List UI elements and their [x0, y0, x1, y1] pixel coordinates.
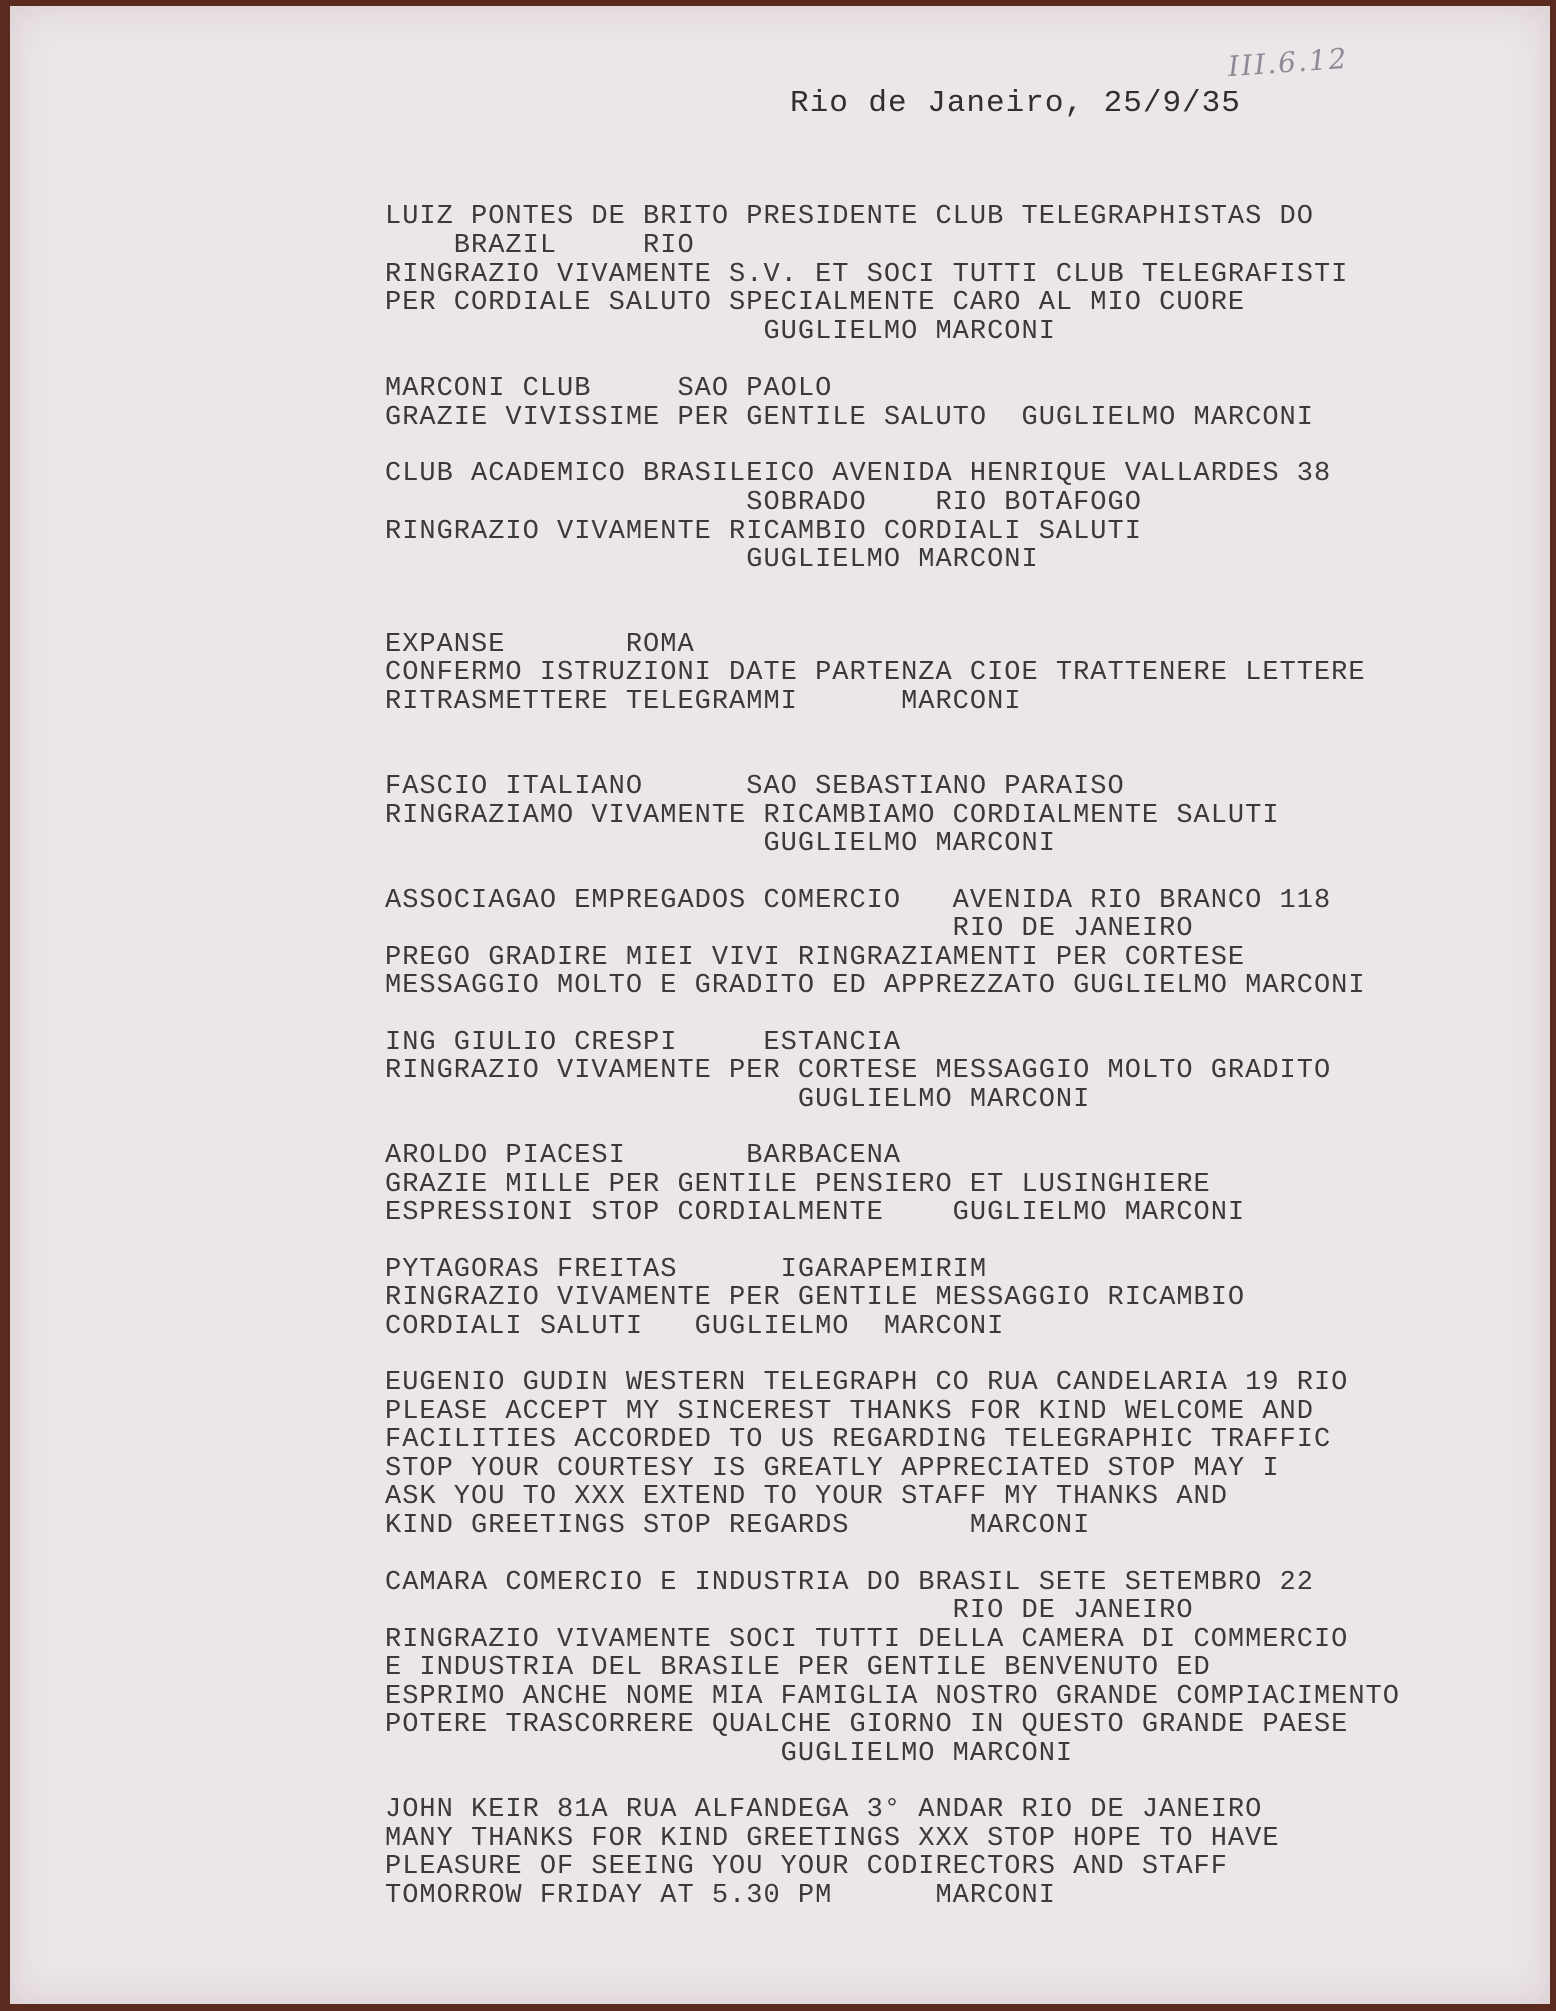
text-line: RINGRAZIAMO VIVAMENTE RICAMBIAMO CORDIALMENTE SALUTI: [385, 801, 1280, 831]
text-line: ASSOCIAGAO EMPREGADOS COMERCIO AVENIDA RIO BRANCO 118: [385, 886, 1332, 916]
text-line: POTERE TRASCORRERE QUALCHE GIORNO IN QUESTO GRANDE PAESE: [385, 1710, 1349, 1740]
archive-mark: III.6.12: [1226, 41, 1350, 84]
text-line: ESPRIMO ANCHE NOME MIA FAMIGLIA NOSTRO GRANDE COMPIACIMENTO: [385, 1682, 1400, 1712]
text-line: EUGENIO GUDIN WESTERN TELEGRAPH CO RUA CANDELARIA 19 RIO: [385, 1368, 1349, 1398]
text-line: MARCONI CLUB SAO PAOLO: [385, 374, 833, 404]
text-line: SOBRADO RIO BOTAFOGO: [385, 488, 1142, 518]
text-line: MANY THANKS FOR KIND GREETINGS XXX STOP HOPE TO HAVE: [385, 1824, 1280, 1854]
text-line: PLEASURE OF SEEING YOU YOUR CODIRECTORS AND STAFF: [385, 1852, 1228, 1882]
text-line: RINGRAZIO VIVAMENTE RICAMBIO CORDIALI SALUTI: [385, 517, 1142, 547]
document-page: [10, 6, 1550, 2004]
text-line: AROLDO PIACESI BARBACENA: [385, 1141, 902, 1171]
text-line: GUGLIELMO MARCONI: [385, 317, 1056, 347]
text-line: TOMORROW FRIDAY AT 5.30 PM MARCONI: [385, 1881, 1056, 1911]
text-line: GRAZIE VIVISSIME PER GENTILE SALUTO GUGLIELMO MARCONI: [385, 403, 1314, 433]
text-line: EXPANSE ROMA: [385, 630, 695, 660]
text-line: CONFERMO ISTRUZIONI DATE PARTENZA CIOE TRATTENERE LETTERE: [385, 658, 1366, 688]
text-line: RITRASMETTERE TELEGRAMMI MARCONI: [385, 687, 1022, 717]
text-line: RIO DE JANEIRO: [385, 1596, 1194, 1626]
text-line: GUGLIELMO MARCONI: [385, 545, 1039, 575]
text-line: GUGLIELMO MARCONI: [385, 1739, 1074, 1769]
text-line: STOP YOUR COURTESY IS GREATLY APPRECIATED STOP MAY I: [385, 1454, 1280, 1484]
text-line: ASK YOU TO XXX EXTEND TO YOUR STAFF MY THANKS AND: [385, 1482, 1228, 1512]
text-line: RINGRAZIO VIVAMENTE S.V. ET SOCI TUTTI CLUB TELEGRAFISTI: [385, 260, 1349, 290]
text-line: RINGRAZIO VIVAMENTE PER CORTESE MESSAGGIO MOLTO GRADITO: [385, 1056, 1332, 1086]
text-line: GRAZIE MILLE PER GENTILE PENSIERO ET LUSINGHIERE: [385, 1170, 1211, 1200]
text-line: BRAZIL RIO: [385, 231, 695, 261]
text-line: PLEASE ACCEPT MY SINCEREST THANKS FOR KIND WELCOME AND: [385, 1397, 1314, 1427]
text-line: ESPRESSIONI STOP CORDIALMENTE GUGLIELMO MARCONI: [385, 1198, 1246, 1228]
text-line: CLUB ACADEMICO BRASILEICO AVENIDA HENRIQUE VALLARDES 38: [385, 459, 1332, 489]
dateline: Rio de Janeiro, 25/9/35: [790, 86, 1241, 121]
text-line: FASCIO ITALIANO SAO SEBASTIANO PARAISO: [385, 772, 1125, 802]
text-line: CAMARA COMERCIO E INDUSTRIA DO BRASIL SETE SETEMBRO 22: [385, 1568, 1314, 1598]
text-line: RIO DE JANEIRO: [385, 914, 1194, 944]
text-line: MESSAGGIO MOLTO E GRADITO ED APPREZZATO GUGLIELMO MARCONI: [385, 971, 1366, 1001]
text-line: KIND GREETINGS STOP REGARDS MARCONI: [385, 1511, 1091, 1541]
text-line: RINGRAZIO VIVAMENTE PER GENTILE MESSAGGIO RICAMBIO: [385, 1283, 1246, 1313]
text-line: FACILITIES ACCORDED TO US REGARDING TELEGRAPHIC TRAFFIC: [385, 1425, 1332, 1455]
text-line: GUGLIELMO MARCONI: [385, 829, 1056, 859]
text-line: CORDIALI SALUTI GUGLIELMO MARCONI: [385, 1312, 1005, 1342]
text-line: PYTAGORAS FREITAS IGARAPEMIRIM: [385, 1255, 988, 1285]
text-line: ING GIULIO CRESPI ESTANCIA: [385, 1028, 902, 1058]
text-line: PREGO GRADIRE MIEI VIVI RINGRAZIAMENTI PER CORTESE: [385, 943, 1246, 973]
text-line: LUIZ PONTES DE BRITO PRESIDENTE CLUB TELEGRAPHISTAS DO: [385, 202, 1314, 232]
text-line: E INDUSTRIA DEL BRASILE PER GENTILE BENVENUTO ED: [385, 1653, 1211, 1683]
text-line: JOHN KEIR 81A RUA ALFANDEGA 3° ANDAR RIO DE JANEIRO: [385, 1795, 1263, 1825]
text-line: RINGRAZIO VIVAMENTE SOCI TUTTI DELLA CAMERA DI COMMERCIO: [385, 1625, 1349, 1655]
text-line: GUGLIELMO MARCONI: [385, 1085, 1091, 1115]
text-line: PER CORDIALE SALUTO SPECIALMENTE CARO AL MIO CUORE: [385, 288, 1246, 318]
